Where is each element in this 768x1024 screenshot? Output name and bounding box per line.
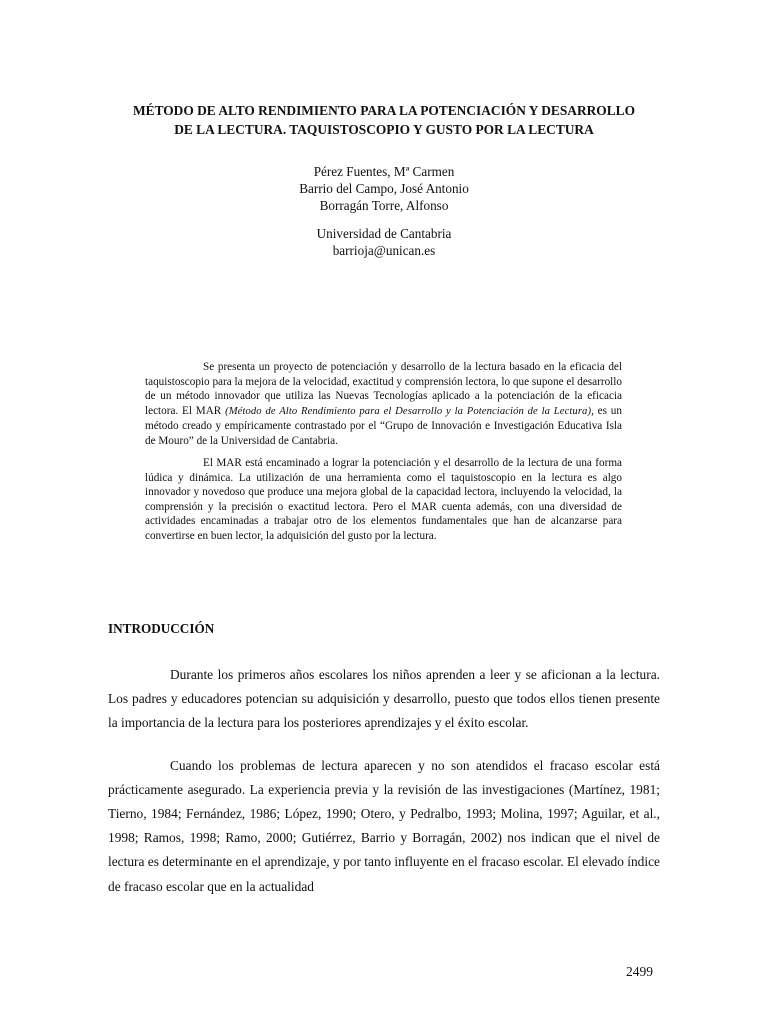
body-paragraph: Cuando los problemas de lectura aparecen y no son atendidos el fracaso escolar está prácticamente asegurado. La experiencia previa y la revisión de las investigaciones (Martínez, 1981; Tierno, 1984; Fernández, 1986; López, 1990; Otero, y Pedralbo, 1993; Molina, 1997; Aguilar, et al., 1998; Ramos, 1998; Ramo, 2000; Gutiérrez, Barrio y Borragán, 2002) nos indican que el nivel de lectura es determinante en el aprendizaje, y por tanto influyente en el fracaso escolar. El elevado índice de fracaso escolar que en la actualidad: [108, 757, 660, 894]
body-paragraph: Durante los primeros años escolares los niños aprenden a leer y se aficionan a la lectura. Los padres y educadores potencian su adquisición y desarrollo, puesto que todos ellos tienen presente la importancia de la lectura para los posteriores aprendizajes y el éxito escolar.: [108, 667, 660, 731]
abstract-text: , es un método creado y empíricamente contrastado por el “Grupo de Innovación e Investigación Educativa Isla de Mouro” de la Universidad de Cantabria.: [145, 404, 622, 447]
affiliation: Universidad de Cantabria: [316, 226, 452, 241]
abstract: [145, 360, 622, 543]
title-line: DE LA LECTURA. TAQUISTOSCOPIO Y GUSTO POR LA LECTURA: [174, 122, 594, 137]
author-name: Pérez Fuentes, Mª Carmen: [313, 164, 455, 179]
author-name: Borragán Torre, Alfonso: [319, 198, 449, 213]
abstract-paragraph: El MAR está encaminado a lograr la potenciación y el desarrollo de la lectura de una forma lúdica y dinámica. La utilización de una herramienta como el taquistoscopio en la lectura es algo innovador y novedoso que produce una mejora global de la capacidad lectora, incluyendo la velocidad, la comprensión y la precisión o exactitud lectora. Pero el MAR cuenta además, con una diversidad de actividades encaminadas a trabajar otro de los elementos fundamentales que han de alcanzarse para convertirse en buen lector, la adquisición del gusto por la lectura.: [145, 457, 622, 542]
title-line: MÉTODO DE ALTO RENDIMIENTO PARA LA POTENCIACIÓN Y DESARROLLO: [133, 103, 635, 118]
author-name: Barrio del Campo, José Antonio: [299, 181, 469, 196]
affiliation-block: [108, 225, 660, 259]
page-number: 2499: [626, 964, 653, 979]
abstract-paragraph: [145, 360, 622, 448]
paper-title: [108, 101, 660, 139]
contact-email: barrioja@unican.es: [332, 243, 436, 258]
abstract-italic-text: (Método de Alto Rendimiento para el Desarrollo y la Potenciación de la Lectura): [225, 405, 592, 417]
section-heading: INTRODUCCIÓN: [108, 621, 215, 636]
author-list: [108, 163, 660, 214]
body-text: [108, 663, 660, 899]
abstract-text: Se presenta un proyecto de potenciación y desarrollo de la lectura basado en la eficacia del taquistoscopio para la mejora de la velocidad, exactitud y comprensión lectora, lo que supone el desarrollo de un método innovador que utiliza las Nuevas Tecnologías aplicado a la potenciación de la eficacia lectora. El MAR: [145, 361, 622, 417]
